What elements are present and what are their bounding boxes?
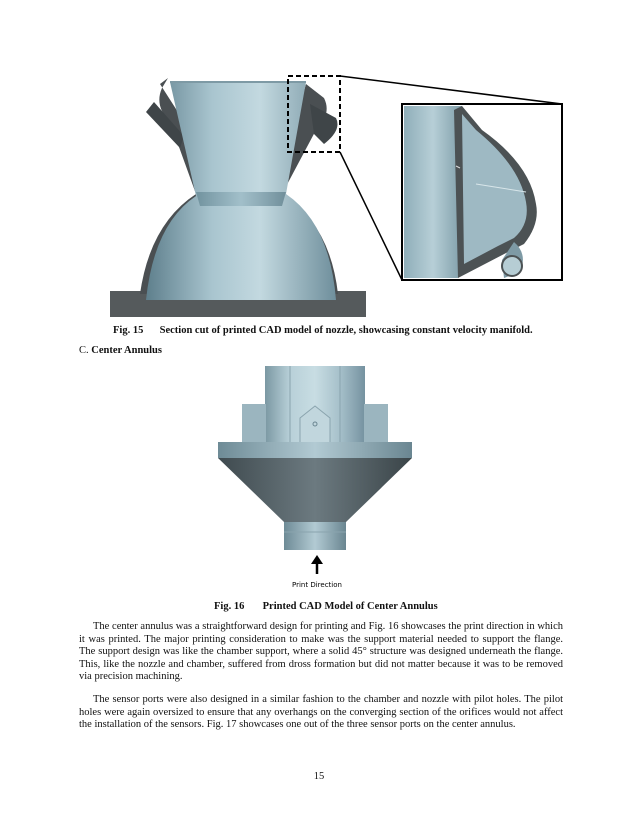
figure-16-center-annulus [210, 364, 420, 590]
figure-16-caption-text: Printed CAD Model of Center Annulus [262, 601, 438, 612]
section-title: Center Annulus [91, 345, 162, 356]
figure-16-number: Fig. 16 [214, 601, 245, 612]
figure-16-caption [214, 601, 438, 612]
body-paragraph-2: The sensor ports were also designed in a similar fashion to the chamber and nozzle with pilot holes. The pilot holes were again oversized to ensure that any overhangs on the converging section of the orifices would not affect the installation of the sensors. Fig. 17 showcases one out of the three sensor ports on the center annulus. [79, 694, 563, 731]
body-paragraph-1: The center annulus was a straightforward design for printing and Fig. 16 showcases the print direction in which it was printed. The major printing consideration to make was the support material needed to support the flange. The support design was like the chamber support, where a solid 45° structure was designed underneath the flange. This, like the nozzle and chamber, suffered from dross formation but did not matter because it was to be removed via precision machining. [79, 621, 563, 683]
section-letter: C. [79, 345, 89, 356]
figure-15-caption-text: Section cut of printed CAD model of nozzle, showcasing constant velocity manifold. [159, 325, 533, 336]
print-direction-label: Print Direction [292, 581, 342, 589]
figure-15-number: Fig. 15 [113, 325, 144, 336]
page-number: 15 [313, 771, 325, 782]
section-heading [79, 345, 162, 356]
figure-15-caption [113, 325, 533, 336]
figure-15-nozzle-section [110, 74, 570, 320]
